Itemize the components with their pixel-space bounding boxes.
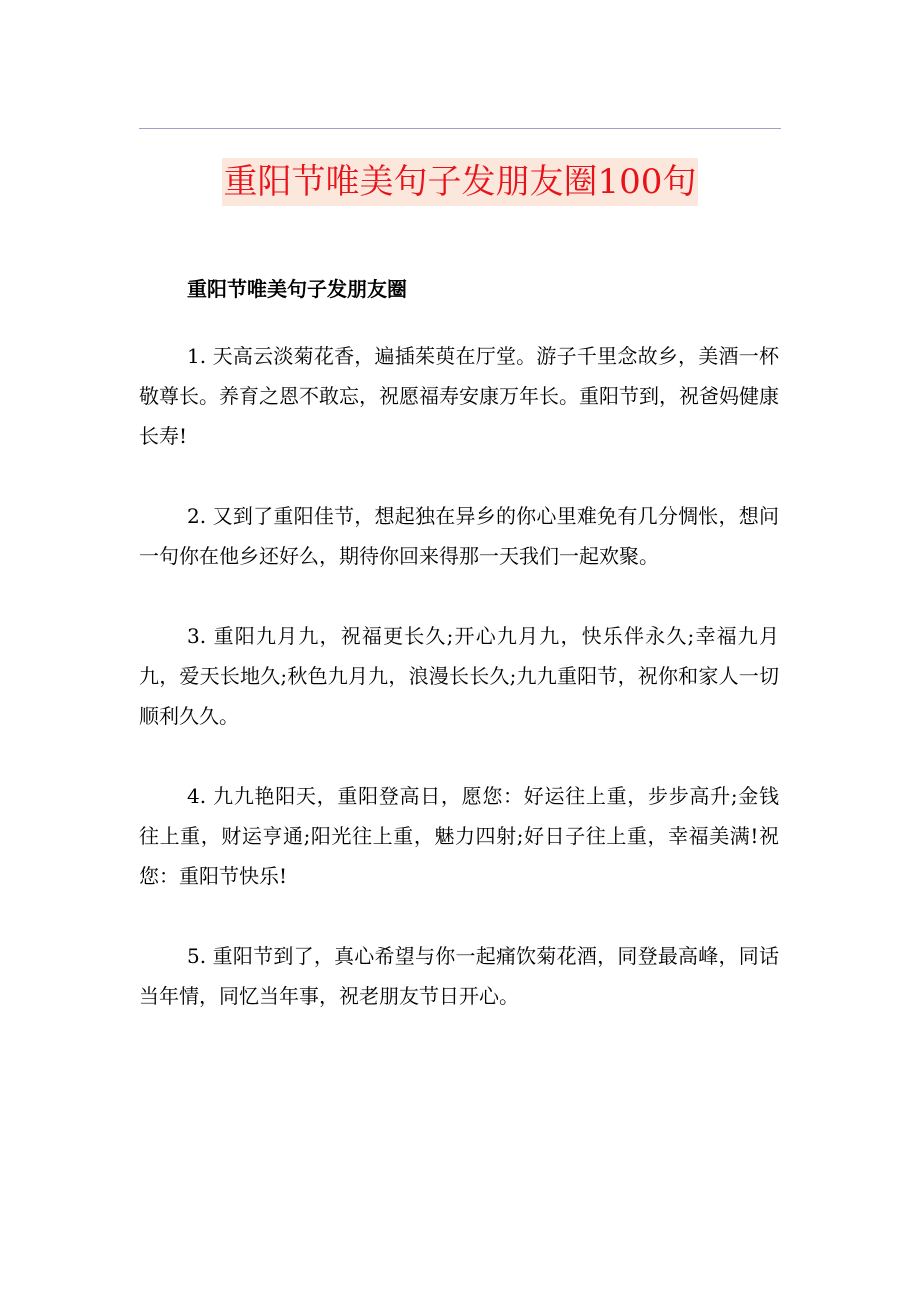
sentence-item-3: 3. 重阳九月九，祝福更长久;开心九月九，快乐伴永久;幸福九月九，爱天长地久;秋色九月九，浪漫长长久;九九重阳节，祝你和家人一切顺利久久。 (139, 624, 779, 728)
sentence-item-2: 2. 又到了重阳佳节，想起独在异乡的你心里难免有几分惆怅，想问一句你在他乡还好么，期待你回来得那一天我们一起欢聚。 (139, 504, 779, 568)
document-title: 重阳节唯美句子发朋友圈100句 (222, 158, 699, 206)
title-container (0, 158, 920, 206)
section-heading: 重阳节唯美句子发朋友圈 (187, 277, 407, 301)
sentence-item-5: 5. 重阳节到了，真心希望与你一起痛饮菊花酒，同登最高峰，同话当年情，同忆当年事，祝老朋友节日开心。 (139, 944, 779, 1008)
sentence-item-1: 1. 天高云淡菊花香，遍插茱萸在厅堂。游子千里念故乡，美酒一杯敬尊长。养育之恩不敢忘，祝愿福寿安康万年长。重阳节到，祝爸妈健康长寿! (139, 344, 779, 448)
sentence-item-4: 4. 九九艳阳天，重阳登高日，愿您：好运往上重，步步高升;金钱往上重，财运亨通;阳光往上重，魅力四射;好日子往上重，幸福美满!祝您：重阳节快乐! (139, 784, 779, 888)
header-rule (139, 128, 781, 129)
sentence-list (139, 336, 779, 1056)
